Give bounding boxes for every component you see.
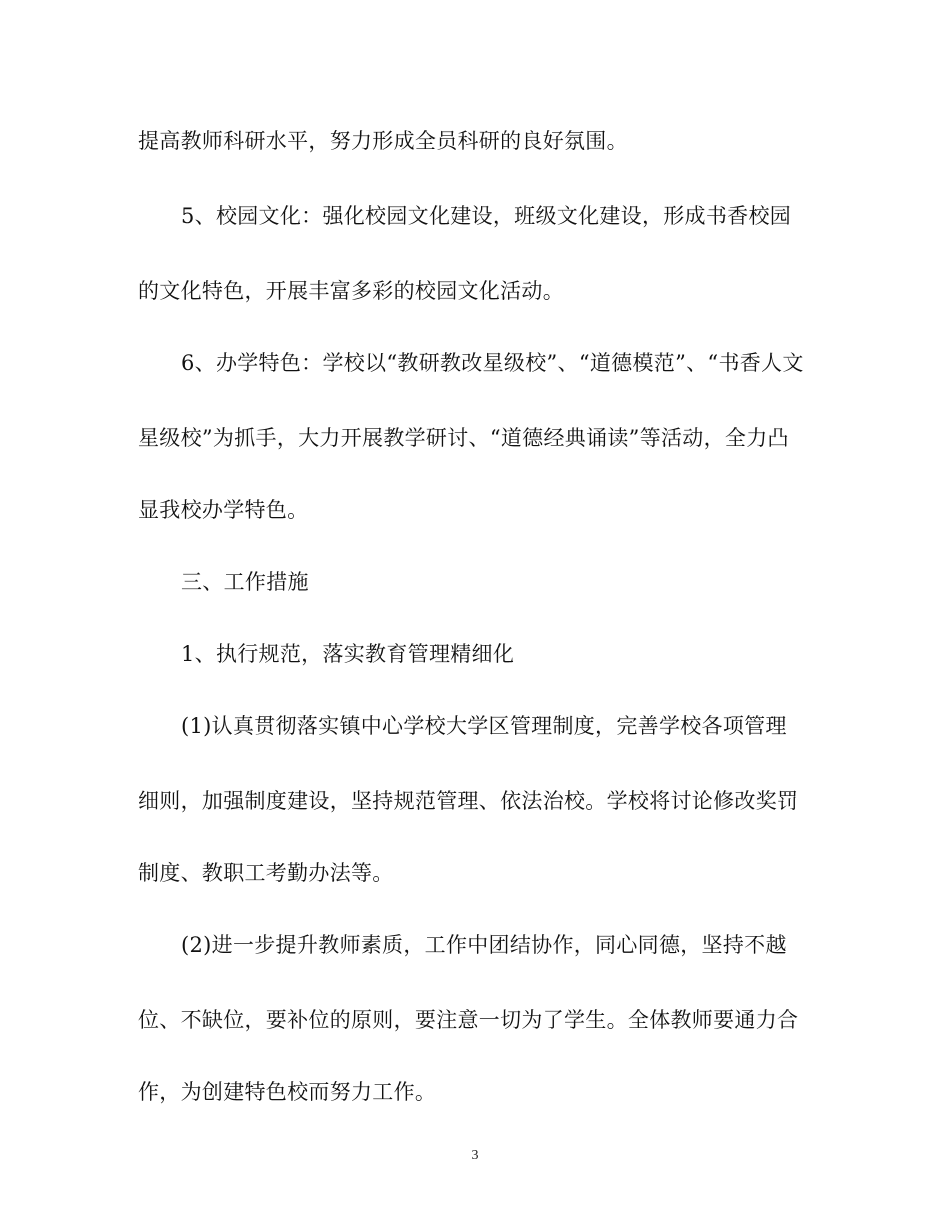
text-line: 显我校办学特色。 [138, 498, 309, 522]
text-line: 位、不缺位，要补位的原则，要注意一切为了学生。全体教师要通力合 [138, 1008, 799, 1032]
subsection-heading-management: 1、执行规范，落实教育管理精细化 [181, 642, 515, 666]
paragraph-school-features-start: 6、办学特色：学校以“教研教改星级校”、“道德模范”、“书香人文 [181, 351, 804, 375]
item-1-start: (1)认真贯彻落实镇中心学校大学区管理制度，完善学校各项管理 [181, 714, 787, 738]
text-line: 提高教师科研水平，努力形成全员科研的良好氛围。 [138, 129, 628, 153]
text-line: 制度、教职工考勤办法等。 [138, 861, 394, 885]
text-line: 细则，加强制度建设，坚持规范管理、依法治校。学校将讨论修改奖罚 [138, 789, 799, 813]
text-line: 作，为创建特色校而努力工作。 [138, 1080, 437, 1104]
section-heading-work-measures: 三、工作措施 [181, 570, 309, 594]
page-number: 3 [471, 1148, 479, 1163]
text-line: 的文化特色，开展丰富多彩的校园文化活动。 [138, 279, 564, 303]
item-2-start: (2)进一步提升教师素质，工作中团结协作，同心同德，坚持不越 [181, 933, 787, 957]
paragraph-school-culture-start: 5、校园文化：强化校园文化建设，班级文化建设，形成书香校园 [181, 204, 792, 228]
text-line: 星级校”为抓手，大力开展教学研讨、“道德经典诵读”等活动，全力凸 [138, 426, 789, 450]
